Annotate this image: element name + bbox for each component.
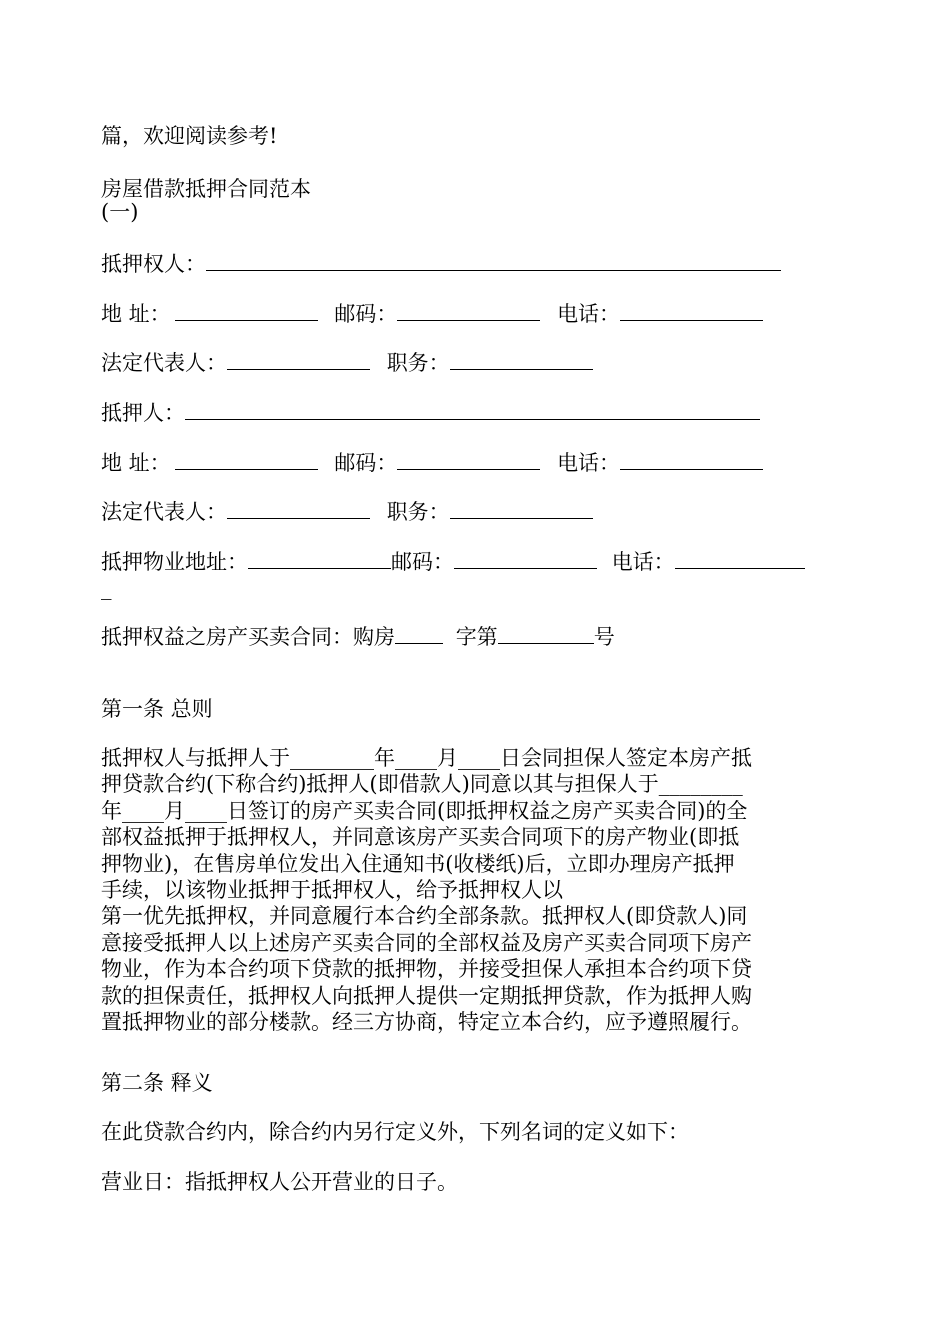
mortgagee-postcode-label: 邮码：: [334, 302, 398, 326]
mortgagee-phone-blank[interactable]: [620, 300, 763, 321]
article1-line: 第一优先抵押权，并同意履行本合约全部条款。抵押权人(即贷款人)同: [101, 904, 748, 929]
mortgagor-label: 抵押人：: [101, 401, 185, 425]
article1-line: 押物业)，在售房单位发出入住通知书(收楼纸)后，立即办理房产抵押: [101, 851, 735, 876]
mortgagee-rep-label: 法定代表人：: [101, 351, 227, 375]
article2-intro: 在此贷款合约内，除合约内另行定义外，下列名词的定义如下：: [101, 1120, 689, 1144]
contract-label: 抵押权益之房产买卖合同：购房: [101, 625, 395, 649]
mortgagor-phone-blank[interactable]: [620, 449, 763, 470]
mortgagor-address-line: [101, 449, 763, 475]
article1-line: 意接受抵押人以上述房产买卖合同的全部权益及房产买卖合同项下房产: [101, 930, 752, 955]
mortgagee-address-line: [101, 300, 763, 326]
property-phone-label: 电话：: [611, 550, 675, 574]
mortgagee-address-label: 地 址：: [101, 302, 171, 326]
mortgagor-line: [101, 399, 760, 425]
property-postcode-blank[interactable]: [454, 548, 597, 569]
document-subtitle: (一): [101, 200, 139, 224]
contract-line: [101, 623, 615, 649]
article1-line: 押贷款合约(下称合约)抵押人(即借款人)同意以其与担保人于________: [101, 772, 743, 797]
article1-line: 抵押权人与抵押人于________年____月____日会同担保人签定本房产抵: [101, 746, 752, 770]
property-wrap: _: [101, 576, 112, 600]
article2-heading: 第二条 释义: [101, 1071, 213, 1095]
article1-line: 年____月____日签订的房产买卖合同(即抵押权益之房产买卖合同)的全: [101, 798, 748, 823]
mortgagor-phone-label: 电话：: [557, 451, 621, 475]
mortgagor-postcode-blank[interactable]: [397, 449, 540, 470]
mortgagor-rep-label: 法定代表人：: [101, 500, 227, 524]
article1-paragraph: [101, 745, 853, 1035]
mortgagor-blank[interactable]: [185, 399, 760, 420]
mortgagee-position-label: 职务：: [386, 351, 450, 375]
contract-end: 号: [593, 625, 615, 649]
contract-mid: 字第: [455, 625, 498, 649]
contract-blank-1[interactable]: [395, 623, 443, 644]
article1-line: 手续，以该物业抵押于抵押权人，给予抵押权人以: [101, 878, 563, 903]
mortgagee-position-blank[interactable]: [450, 349, 593, 370]
intro-text: 篇，欢迎阅读参考!: [101, 124, 278, 148]
article1-line: 物业，作为本合约项下贷款的抵押物，并接受担保人承担本合约项下贷: [101, 957, 752, 982]
mortgagee-rep-line: [101, 349, 593, 375]
mortgagee-rep-blank[interactable]: [227, 349, 370, 370]
mortgagor-position-label: 职务：: [386, 500, 450, 524]
mortgagee-blank[interactable]: [206, 250, 781, 271]
article1-line: 部权益抵押于抵押权人，并同意该房产买卖合同项下的房产物业(即抵: [101, 825, 740, 850]
property-postcode-label: 邮码：: [391, 550, 454, 574]
mortgagor-rep-line: [101, 498, 593, 524]
mortgagee-postcode-blank[interactable]: [397, 300, 540, 321]
mortgagor-rep-blank[interactable]: [227, 498, 370, 519]
mortgagor-postcode-label: 邮码：: [334, 451, 398, 475]
article2-item-business-day: 营业日：指抵押权人公开营业的日子。: [101, 1170, 458, 1194]
mortgagee-label: 抵押权人：: [101, 252, 206, 276]
article1-line: 置抵押物业的部分楼款。经三方协商，特定立本合约，应予遵照履行。: [101, 1010, 752, 1035]
mortgagee-line: [101, 250, 781, 276]
mortgagee-address-blank[interactable]: [175, 300, 318, 321]
mortgagor-address-blank[interactable]: [175, 449, 318, 470]
property-phone-blank[interactable]: [675, 548, 805, 569]
mortgagor-position-blank[interactable]: [450, 498, 593, 519]
article1-line: 款的担保责任，抵押权人向抵押人提供一定期抵押贷款，作为抵押人购: [101, 983, 752, 1008]
article1-heading: 第一条 总则: [101, 697, 213, 721]
mortgagor-address-label: 地 址：: [101, 451, 171, 475]
property-address-blank[interactable]: [248, 548, 391, 569]
property-address-label: 抵押物业地址：: [101, 550, 248, 574]
property-line: [101, 548, 805, 574]
document-title: 房屋借款抵押合同范本: [101, 177, 311, 201]
contract-blank-2[interactable]: [498, 623, 594, 644]
mortgagee-phone-label: 电话：: [557, 302, 621, 326]
